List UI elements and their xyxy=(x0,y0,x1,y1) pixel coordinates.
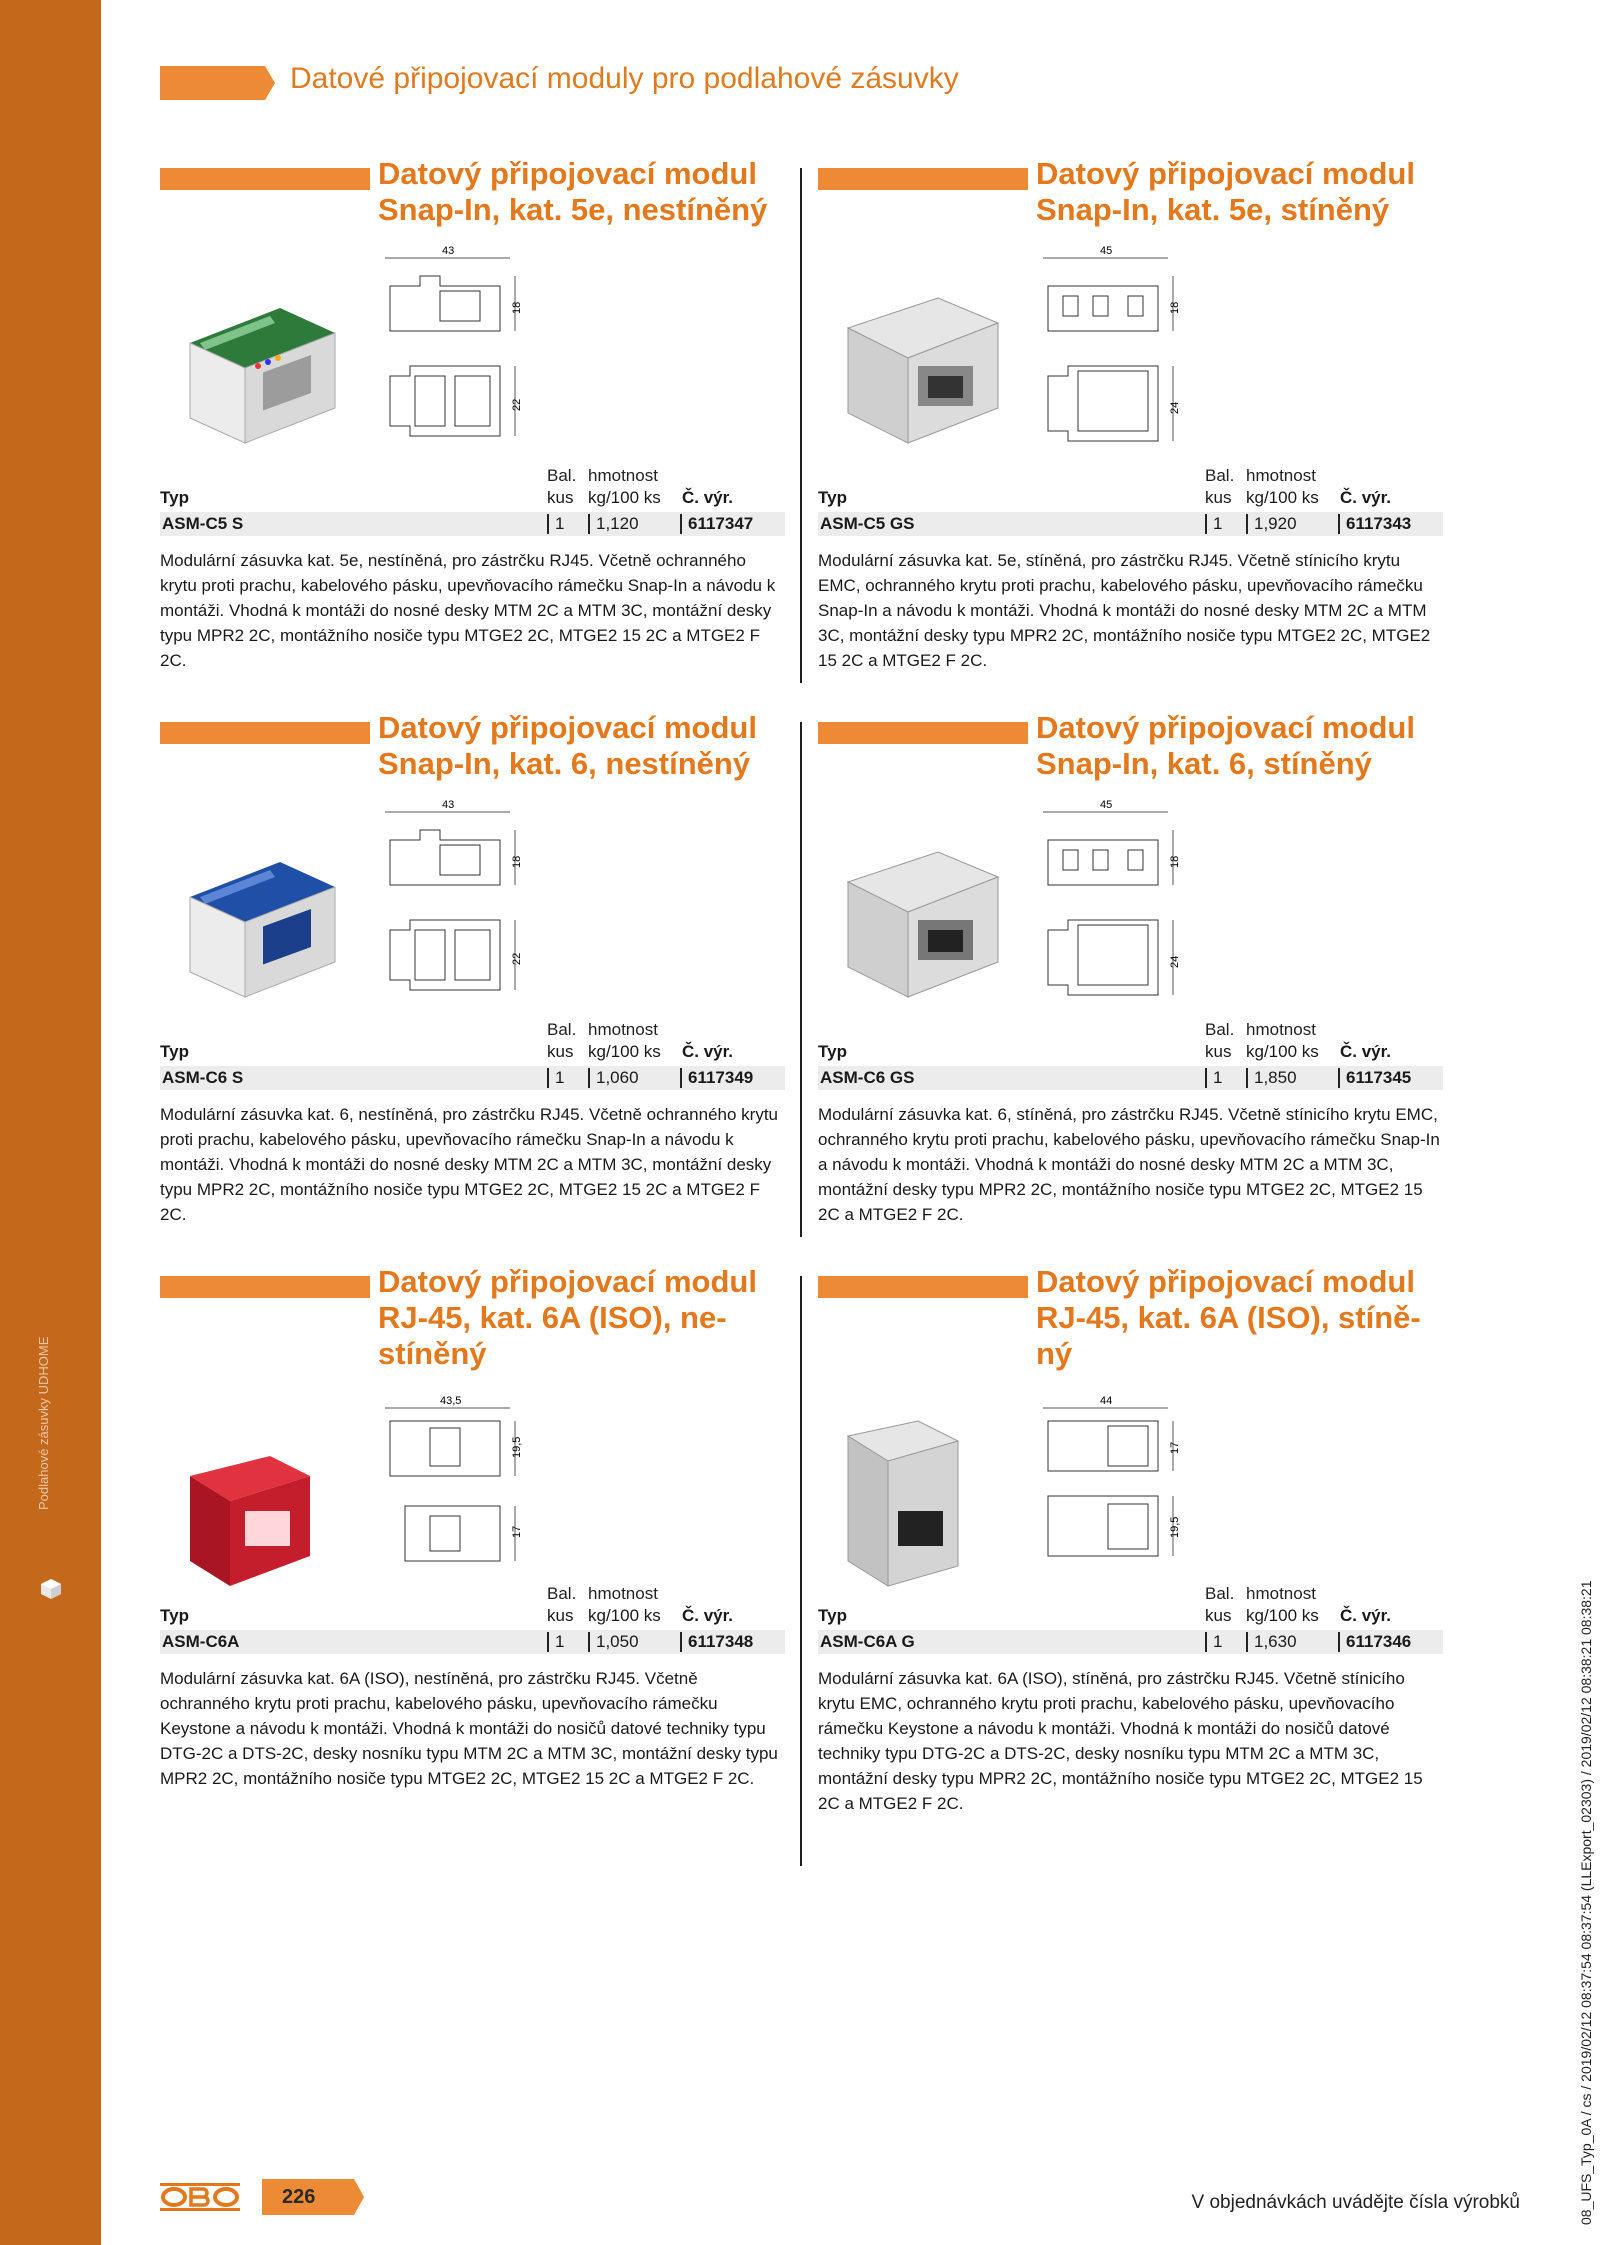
spec-header xyxy=(160,1582,785,1630)
header-kg: kg/100 ks xyxy=(1246,1606,1319,1625)
dimension-height-bottom: 24 xyxy=(1169,955,1181,968)
dimension-width: 43 xyxy=(442,800,455,811)
header-typ: Typ xyxy=(160,488,189,507)
column-divider xyxy=(800,168,802,683)
product-title xyxy=(1036,156,1456,228)
dimension-drawing xyxy=(380,246,550,446)
header-kus: kus xyxy=(547,1606,574,1625)
spec-table xyxy=(160,1582,785,1654)
header-article: Č. výr. xyxy=(1340,1042,1392,1061)
weight: 1,850 xyxy=(1246,1068,1297,1088)
header-bal: Bal. xyxy=(547,1020,577,1039)
sidebar-label: Podlahové zásuvky UDHOME xyxy=(36,1336,51,1510)
header-article: Č. výr. xyxy=(682,1606,734,1625)
product-description: Modulární zásuvka kat. 6, stíněná, pro zástrčku RJ45. Včetně stínicího krytu EMC, ochranného krytu proti prachu, kabelového pásku, upevňovacího rámečku Snap-In a návodu k montáži. Vhodná k montáži do nosné desky MTM 2C a MTM 3C, montážní desky typu MPR2 2C, montážního nosiče typu MTGE2 2C, MTGE2 15 2C a MTGE2 F 2C. xyxy=(818,1105,1440,1224)
header-hmotnost: hmotnost xyxy=(1246,466,1316,485)
package-qty: 1 xyxy=(547,1632,564,1652)
sidebar xyxy=(0,0,101,2245)
product-title-line: Datový připojovací modul xyxy=(378,710,757,745)
spec-header xyxy=(160,464,785,512)
product-title-line: Datový připojovací modul xyxy=(1036,710,1415,745)
weight: 1,120 xyxy=(588,514,639,534)
product-section xyxy=(818,156,1458,688)
dimension-width: 45 xyxy=(1100,246,1113,257)
product-photo xyxy=(818,1416,1018,1596)
product-title xyxy=(1036,710,1456,782)
column-divider xyxy=(800,722,802,1237)
product-code: ASM-C5 S xyxy=(162,514,244,533)
product-title xyxy=(378,1264,798,1372)
header-article: Č. výr. xyxy=(1340,1606,1392,1625)
product-title-line: Snap-In, kat. 5e, stíněný xyxy=(1036,192,1390,227)
header-kg: kg/100 ks xyxy=(588,1042,661,1061)
header-kus: kus xyxy=(1205,1606,1232,1625)
header-article: Č. výr. xyxy=(682,488,734,507)
header-typ: Typ xyxy=(160,1606,189,1625)
dimension-drawing xyxy=(1038,1396,1208,1596)
product-section xyxy=(160,156,800,688)
header-article: Č. výr. xyxy=(1340,488,1392,507)
dimension-height-top: 18 xyxy=(1169,301,1181,314)
weight: 1,920 xyxy=(1246,514,1297,534)
page-title: Datové připojovací moduly pro podlahové zásuvky xyxy=(290,62,959,95)
article-number: 6117345 xyxy=(1338,1068,1411,1088)
dimension-height-bottom: 17 xyxy=(511,1525,523,1538)
spec-header xyxy=(818,1582,1443,1630)
header-typ: Typ xyxy=(818,1042,847,1061)
dimension-height-top: 19,5 xyxy=(511,1436,523,1458)
header-typ: Typ xyxy=(818,488,847,507)
spec-header xyxy=(160,1018,785,1066)
header-tab-marker xyxy=(160,66,275,100)
dimension-width: 43 xyxy=(442,246,455,257)
product-description: Modulární zásuvka kat. 5e, nestíněná, pro zástrčku RJ45. Včetně ochranného krytu proti prachu, kabelového pásku, upevňovacího rámečku Snap-In a návodu k montáži. Vhodná k montáži do nosné desky MTM 2C a MTM 3C, montážní desky typu MPR2 2C, montážního nosiče typu MTGE2 2C, MTGE2 15 2C a MTGE2 F 2C. xyxy=(160,551,776,670)
dimension-drawing xyxy=(380,1396,550,1596)
sidebar-divider xyxy=(101,0,107,2245)
dimension-drawing xyxy=(380,800,550,1000)
product-code: ASM-C6A xyxy=(162,1632,240,1651)
cube-icon xyxy=(40,1578,62,1600)
package-qty: 1 xyxy=(547,514,564,534)
header-kg: kg/100 ks xyxy=(588,488,661,507)
header-bal: Bal. xyxy=(547,1584,577,1603)
table-row xyxy=(818,1630,1443,1654)
product-title-line: Datový připojovací modul xyxy=(378,156,757,191)
obo-logo xyxy=(160,2180,240,2214)
product-photo xyxy=(160,842,360,1022)
header-bal: Bal. xyxy=(1205,1020,1235,1039)
table-row xyxy=(160,1630,785,1654)
header-kus: kus xyxy=(547,1042,574,1061)
product-title xyxy=(378,156,798,228)
header-typ: Typ xyxy=(160,1042,189,1061)
product-photo xyxy=(160,288,360,468)
product-title-line: stíněný xyxy=(378,1336,487,1371)
header-bal: Bal. xyxy=(547,466,577,485)
section-tab-marker xyxy=(160,168,370,190)
product-title-line: Datový připojovací modul xyxy=(1036,1264,1415,1299)
package-qty: 1 xyxy=(1205,1632,1222,1652)
dimension-height-top: 18 xyxy=(511,855,523,868)
product-photo xyxy=(818,288,1018,468)
spec-header xyxy=(818,464,1443,512)
header-hmotnost: hmotnost xyxy=(588,466,658,485)
product-description: Modulární zásuvka kat. 5e, stíněná, pro zástrčku RJ45. Včetně stínicího krytu EMC, ochranného krytu proti prachu, kabelového pásku, upevňovacího rámečku Snap-In a návodu k montáži. Vhodná k montáži do nosné desky MTM 2C a MTM 3C, montážní desky typu MPR2 2C, montážního nosiče typu MTGE2 2C, MTGE2 15 2C a MTGE2 F 2C. xyxy=(818,551,1431,670)
table-row xyxy=(818,512,1443,536)
section-tab-marker xyxy=(818,722,1028,744)
product-title-line: Datový připojovací modul xyxy=(1036,156,1415,191)
product-section xyxy=(818,1264,1458,1813)
spec-table xyxy=(818,1582,1443,1654)
spec-table xyxy=(818,1018,1443,1090)
header-hmotnost: hmotnost xyxy=(588,1584,658,1603)
weight: 1,630 xyxy=(1246,1632,1297,1652)
table-row xyxy=(160,1066,785,1090)
product-title xyxy=(1036,1264,1456,1372)
weight: 1,050 xyxy=(588,1632,639,1652)
product-description: Modulární zásuvka kat. 6A (ISO), nestíněná, pro zástrčku RJ45. Včetně ochranného krytu proti prachu, kabelového pásku, upevňovacího rámečku Keystone a návodu k montáži. Vhodná k montáži do nosičů datové techniky typu DTG-2C a DTS-2C, desky nosníku typu MTM 2C a MTM 3C, montážní desky typu MPR2 2C, montážního nosiče typu MTGE2 2C, MTGE2 15 2C a MTGE2 F 2C. xyxy=(160,1669,778,1788)
header-bal: Bal. xyxy=(1205,466,1235,485)
spec-table xyxy=(818,464,1443,536)
table-row xyxy=(818,1066,1443,1090)
header-hmotnost: hmotnost xyxy=(1246,1020,1316,1039)
product-code: ASM-C6 S xyxy=(162,1068,244,1087)
header-kg: kg/100 ks xyxy=(588,1606,661,1625)
dimension-drawing xyxy=(1038,246,1208,446)
dimension-width: 45 xyxy=(1100,800,1113,811)
dimension-width: 43,5 xyxy=(440,1396,462,1407)
section-tab-marker xyxy=(818,168,1028,190)
column-divider xyxy=(800,1276,802,1866)
header-hmotnost: hmotnost xyxy=(1246,1584,1316,1603)
dimension-height-bottom: 19,5 xyxy=(1169,1516,1181,1538)
product-title-line: ný xyxy=(1036,1336,1073,1371)
product-title-line: Snap-In, kat. 5e, nestíněný xyxy=(378,192,768,227)
section-tab-marker xyxy=(160,722,370,744)
product-title-line: Datový připojovací modul xyxy=(378,1264,757,1299)
package-qty: 1 xyxy=(1205,1068,1222,1088)
spec-header xyxy=(818,1018,1443,1066)
page-number: 226 xyxy=(282,2186,316,2208)
article-number: 6117347 xyxy=(680,514,753,534)
article-number: 6117349 xyxy=(680,1068,753,1088)
product-code: ASM-C5 GS xyxy=(820,514,915,533)
header-kus: kus xyxy=(1205,488,1232,507)
article-number: 6117346 xyxy=(1338,1632,1411,1652)
section-tab-marker xyxy=(160,1276,370,1298)
product-photo xyxy=(818,842,1018,1022)
dimension-height-bottom: 22 xyxy=(511,398,523,411)
dimension-height-top: 17 xyxy=(1169,1441,1181,1454)
header-kg: kg/100 ks xyxy=(1246,488,1319,507)
dimension-height-bottom: 24 xyxy=(1169,401,1181,414)
dimension-height-top: 18 xyxy=(1169,855,1181,868)
table-row xyxy=(160,512,785,536)
dimension-drawing xyxy=(1038,800,1208,1000)
product-description: Modulární zásuvka kat. 6A (ISO), stíněná, pro zástrčku RJ45. Včetně stínicího krytu EMC, ochranného krytu proti prachu, kabelového pásku, upevňovacího rámečku Keystone a návodu k montáži. Vhodná k montáži do nosičů datové techniky typu DTG-2C a DTS-2C, desky nosníku typu MTM 2C a MTM 3C, montážní desky typu MPR2 2C, montážního nosiče typu MTGE2 2C, MTGE2 15 2C a MTGE2 F 2C. xyxy=(818,1669,1423,1813)
product-section xyxy=(160,1264,800,1796)
dimension-height-bottom: 22 xyxy=(511,952,523,965)
product-title-line: RJ-45, kat. 6A (ISO), stíně- xyxy=(1036,1300,1421,1335)
section-tab-marker xyxy=(818,1276,1028,1298)
footer-note: V objednávkách uvádějte čísla výrobků xyxy=(1191,2192,1520,2213)
header-typ: Typ xyxy=(818,1606,847,1625)
product-code: ASM-C6A G xyxy=(820,1632,915,1651)
print-metadata: 08_UFS_Typ_0A / cs / 2019/02/12 08:37:54 08:37:54 (LLExport_02303) / 2019/02/12 08:38:21 08:38:21 xyxy=(1578,1580,1594,2225)
header-kg: kg/100 ks xyxy=(1246,1042,1319,1061)
spec-table xyxy=(160,464,785,536)
product-code: ASM-C6 GS xyxy=(820,1068,915,1087)
product-title-line: RJ-45, kat. 6A (ISO), ne- xyxy=(378,1300,727,1335)
header-hmotnost: hmotnost xyxy=(588,1020,658,1039)
dimension-width: 44 xyxy=(1100,1396,1113,1407)
product-title-line: Snap-In, kat. 6, stíněný xyxy=(1036,746,1372,781)
dimension-height-top: 18 xyxy=(511,301,523,314)
spec-table xyxy=(160,1018,785,1090)
article-number: 6117348 xyxy=(680,1632,753,1652)
package-qty: 1 xyxy=(547,1068,564,1088)
product-section xyxy=(818,710,1458,1242)
header-article: Č. výr. xyxy=(682,1042,734,1061)
product-section xyxy=(160,710,800,1242)
header-kus: kus xyxy=(1205,1042,1232,1061)
product-description: Modulární zásuvka kat. 6, nestíněná, pro zástrčku RJ45. Včetně ochranného krytu proti prachu, kabelového pásku, upevňovacího rámečku Snap-In a návodu k montáži. Vhodná k montáži do nosné desky MTM 2C a MTM 3C, montážní desky typu MPR2 2C, montážního nosiče typu MTGE2 2C, MTGE2 15 2C a MTGE2 F 2C. xyxy=(160,1105,779,1224)
header-kus: kus xyxy=(547,488,574,507)
weight: 1,060 xyxy=(588,1068,639,1088)
package-qty: 1 xyxy=(1205,514,1222,534)
product-title-line: Snap-In, kat. 6, nestíněný xyxy=(378,746,751,781)
header-bal: Bal. xyxy=(1205,1584,1235,1603)
article-number: 6117343 xyxy=(1338,514,1411,534)
product-title xyxy=(378,710,798,782)
